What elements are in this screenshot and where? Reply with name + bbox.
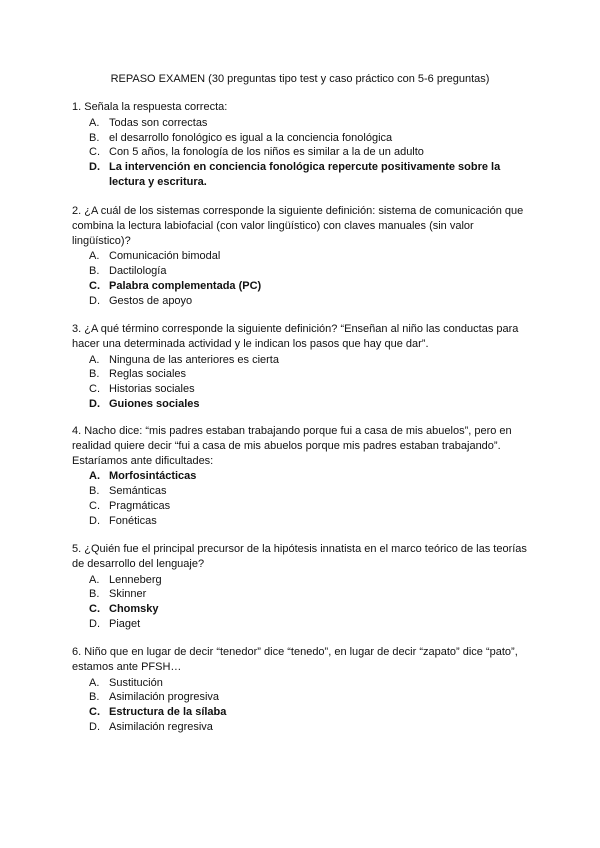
option-letter: D. <box>89 161 100 174</box>
option-text: Guiones sociales <box>109 397 200 410</box>
option-item-correct <box>72 397 532 412</box>
option-letter: A. <box>89 676 100 689</box>
option-text: Lenneberg <box>109 573 162 586</box>
option-letter: B. <box>89 691 100 704</box>
option-item-correct <box>72 705 532 720</box>
option-text: Morfosintácticas <box>109 470 197 483</box>
option-text: La intervención en conciencia fonológica repercute positivamente sobre la lectura y escritura. <box>109 161 501 188</box>
option-text: Asimilación regresiva <box>109 720 213 733</box>
option-item <box>72 353 532 368</box>
option-item <box>72 587 532 602</box>
option-text: Asimilación progresiva <box>109 691 220 704</box>
option-text: Pragmáticas <box>109 499 171 512</box>
option-letter: C. <box>89 146 100 159</box>
question-1 <box>72 100 532 190</box>
option-item <box>72 249 532 264</box>
option-item-correct <box>72 602 532 617</box>
option-text: Todas son correctas <box>109 116 208 129</box>
option-letter: A. <box>89 573 100 586</box>
option-item <box>72 367 532 382</box>
option-item <box>72 514 532 529</box>
option-item <box>72 573 532 588</box>
option-text: Historias sociales <box>109 383 195 396</box>
option-item <box>72 294 532 309</box>
option-letter: C. <box>89 279 100 292</box>
question-2 <box>72 204 532 309</box>
option-item-correct <box>72 279 532 294</box>
option-letter: B. <box>89 368 100 381</box>
option-letter: D. <box>89 617 100 630</box>
question-4 <box>72 424 532 529</box>
option-item <box>72 382 532 397</box>
option-text: Skinner <box>109 588 147 601</box>
option-text: Estructura de la sílaba <box>109 706 227 719</box>
option-letter: A. <box>89 353 100 366</box>
option-item <box>72 264 532 279</box>
option-letter: C. <box>89 603 100 616</box>
option-list <box>72 676 532 735</box>
option-item-correct <box>72 160 532 190</box>
option-text: Piaget <box>109 617 141 630</box>
option-letter: D. <box>89 294 100 307</box>
option-text: Dactilología <box>109 265 167 278</box>
question-stem: 3. ¿A qué término corresponde la siguiente definición? “Enseñan al niño las conductas para hacer una determinada actividad y le indican los pasos que hay que dar”. <box>72 323 519 350</box>
option-text: Con 5 años, la fonología de los niños es similar a la de un adulto <box>109 146 424 159</box>
option-item <box>72 145 532 160</box>
question-5 <box>72 542 532 632</box>
question-6 <box>72 645 532 735</box>
option-text: Fonéticas <box>109 514 157 527</box>
option-list <box>72 573 532 632</box>
option-letter: A. <box>89 470 100 483</box>
option-text: Ninguna de las anteriores es cierta <box>109 353 279 366</box>
option-item <box>72 720 532 735</box>
page-title: REPASO EXAMEN (30 preguntas tipo test y caso práctico con 5-6 preguntas) <box>110 73 490 85</box>
option-text: Palabra complementada (PC) <box>109 279 262 292</box>
option-letter: D. <box>89 397 100 410</box>
option-list <box>72 353 532 412</box>
option-letter: A. <box>89 116 100 129</box>
option-letter: B. <box>89 485 100 498</box>
option-text: Chomsky <box>109 603 159 616</box>
option-text: Semánticas <box>109 485 167 498</box>
option-item <box>72 131 532 146</box>
option-letter: C. <box>89 383 100 396</box>
option-letter: B. <box>89 588 100 601</box>
option-letter: C. <box>89 706 100 719</box>
question-stem: 1. Señala la respuesta correcta: <box>72 101 228 113</box>
option-text: el desarrollo fonológico es igual a la conciencia fonológica <box>109 131 393 144</box>
question-stem: 6. Niño que en lugar de decir “tenedor” dice “tenedo”, en lugar de decir “zapato” dice “pato”, estamos ante PFSH… <box>72 646 518 673</box>
option-text: Comunicación bimodal <box>109 250 221 263</box>
option-letter: C. <box>89 499 100 512</box>
option-letter: D. <box>89 514 100 527</box>
option-letter: B. <box>89 131 100 144</box>
option-list <box>72 116 532 190</box>
option-letter: A. <box>89 250 100 263</box>
option-text: Sustitución <box>109 676 163 689</box>
option-letter: B. <box>89 265 100 278</box>
option-list <box>72 469 532 528</box>
option-item <box>72 676 532 691</box>
question-stem: 5. ¿Quién fue el principal precursor de la hipótesis innatista en el marco teórico de las teorías de desarrollo del lenguaje? <box>72 543 527 570</box>
question-3 <box>72 322 532 412</box>
option-item <box>72 617 532 632</box>
option-item <box>72 484 532 499</box>
option-item <box>72 690 532 705</box>
option-item <box>72 116 532 131</box>
option-text: Reglas sociales <box>109 368 187 381</box>
option-text: Gestos de apoyo <box>109 294 193 307</box>
option-letter: D. <box>89 720 100 733</box>
option-list <box>72 249 532 308</box>
option-item-correct <box>72 469 532 484</box>
question-stem: 4. Nacho dice: “mis padres estaban trabajando porque fui a casa de mis abuelos”, pero en realidad quiere decir “fui a casa de mis abuelos porque mis padres estaban trabajando”. Estaríamos ante dificultades: <box>72 425 512 467</box>
question-stem: 2. ¿A cuál de los sistemas corresponde la siguiente definición: sistema de comunicación que combina la lectura labiofacial (con valor lingüístico) con claves manuales (sin valor lingüístico)? <box>72 205 524 247</box>
option-item <box>72 499 532 514</box>
